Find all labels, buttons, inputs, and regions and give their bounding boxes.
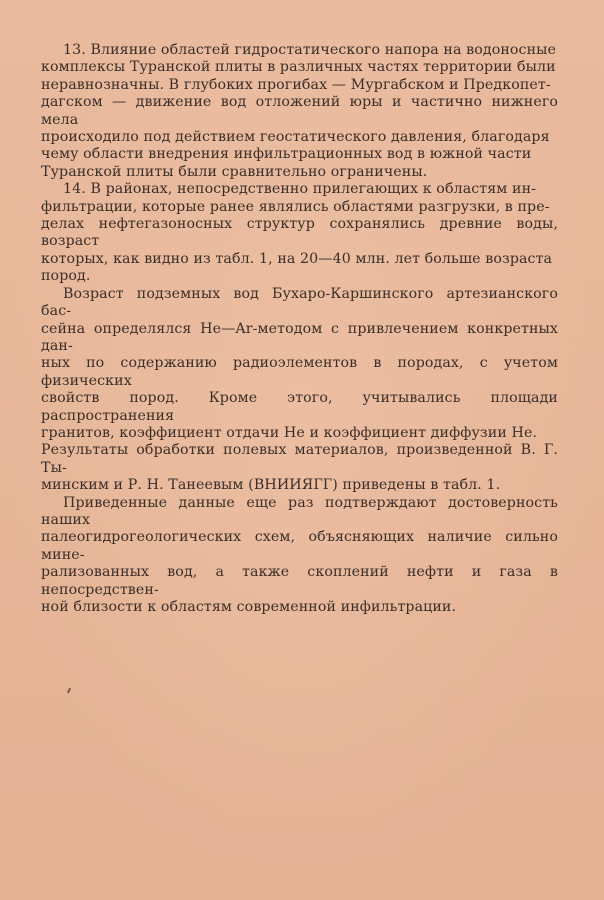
- ink-speck: [67, 688, 71, 693]
- paragraph-groundwater-age: Возраст подземных вод Бухаро-Каршинского артезианского бас- сейна определялся He—Ar-методом с привлечением конкретных дан- ных по содержанию радиоэлементов в породах, с учетом физических свойств пород. Кроме этого, учитывались площади распространения гранитов, коэффициент отдачи He и коэффициент диффузии He. Результаты обработки полевых материалов, произведенной В. Г. Ты- минским и Р. Н. Танеевым (ВНИИЯГГ) приведены в табл. 1.: [41, 285, 558, 494]
- body-text: [41, 42, 558, 616]
- paragraph-conclusion: Приведенные данные еще раз подтверждают достоверность наших палеогидрогеологических схем, объясняющих наличие сильно мине- рализованных вод, а также скоплений нефти и газа в непосредствен- ной близости к областям современной инфильтрации.: [41, 494, 558, 615]
- paragraph-13: 13. Влияние областей гидростатического напора на водоносные комплексы Туранской плиты в различных частях территории были неравнозначны. В глубоких прогибах — Мургабском и Предкопет- дагском — движение вод отложений юры и частично нижнего мела происходило под действием геостатического давления, благодаря чему области внедрения инфильтрационных вод в южной части Туранской плиты были сравнительно ограничены.: [41, 42, 558, 180]
- paragraph-14: 14. В районах, непосредственно прилегающих к областям ин- фильтрации, которые ранее являлись областями разгрузки, в пре- делах нефтегазоносных структур сохранялись древние воды, возраст которых, как видно из табл. 1, на 20—40 млн. лет больше возраста пород.: [41, 181, 558, 285]
